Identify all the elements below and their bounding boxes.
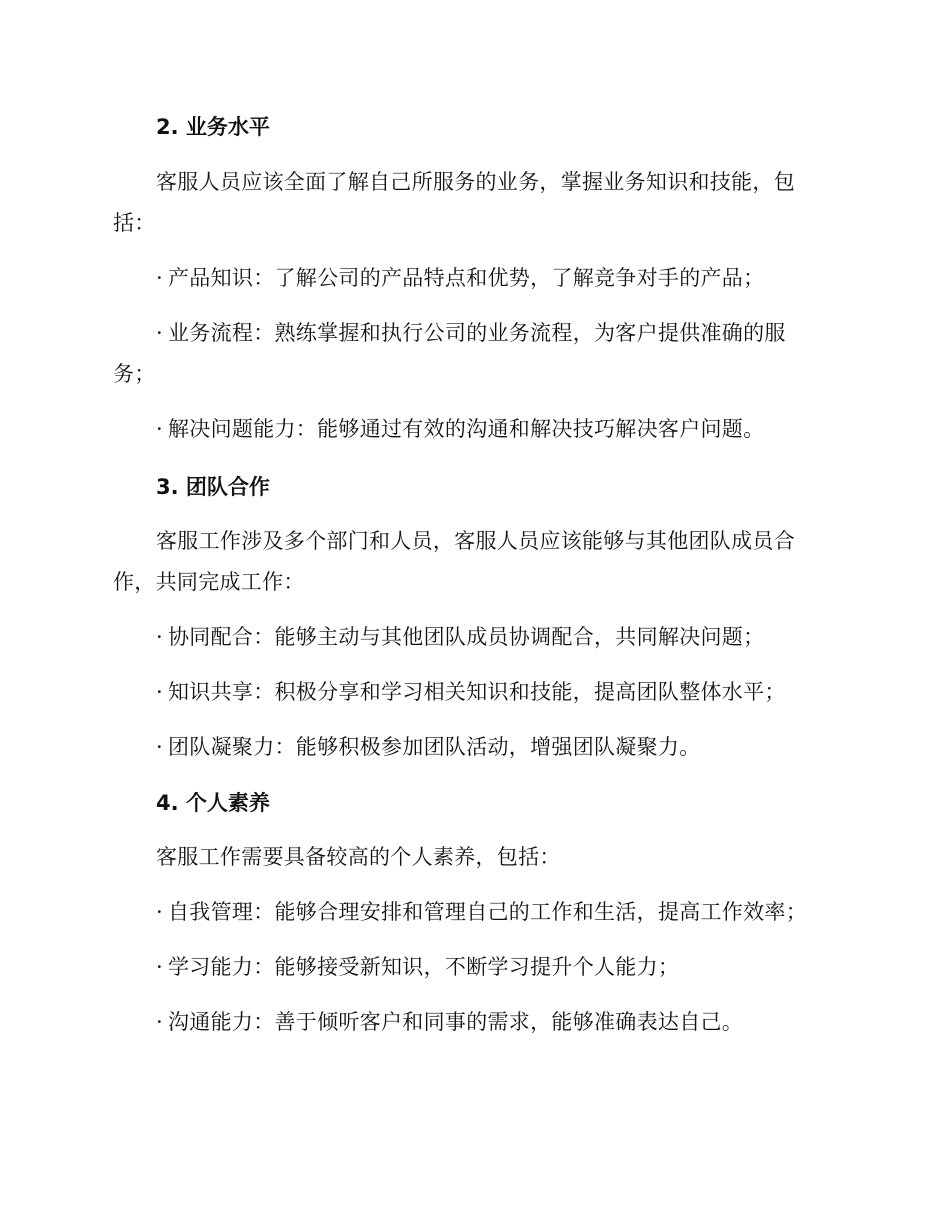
section-intro: 客服工作需要具备较高的个人素养，包括： [156,845,561,869]
list-item [113,727,813,768]
list-item [113,947,813,988]
list-item [113,409,813,450]
list-item [113,313,813,395]
bullet-icon: · [156,680,163,704]
list-item-text: 善于倾听客户和同事的需求，能够准确表达自己。 [274,1010,744,1034]
list-item-label: 学习能力： [168,955,275,979]
list-item-text: 能够接受新知识，不断学习提升个人能力； [274,955,680,979]
bullet-icon: · [156,900,163,924]
list-item [113,617,813,658]
section-intro: 客服工作涉及多个部门和人员，客服人员应该能够与其他团队成员合作，共同完成工作： [113,529,795,594]
section-intro: 客服人员应该全面了解自己所服务的业务，掌握业务知识和技能，包括： [113,170,795,235]
bullet-icon: · [156,266,163,290]
list-item [113,1002,813,1043]
list-item-text: 能够通过有效的沟通和解决技巧解决客户问题。 [317,417,765,441]
section-heading: 3. 团队合作 [156,475,270,499]
list-item [113,892,813,933]
bullet-icon: · [156,321,163,345]
list-item-text: 了解公司的产品特点和优势，了解竞争对手的产品； [274,266,765,290]
list-item-label: 协同配合： [168,625,275,649]
list-item-text: 能够积极参加团队活动，增强团队凝聚力。 [295,735,701,759]
list-item [113,672,813,713]
list-item-label: 沟通能力： [168,1010,275,1034]
bullet-icon: · [156,955,163,979]
bullet-icon: · [156,625,163,649]
list-item-label: 团队凝聚力： [168,735,296,759]
list-item-text: 能够主动与其他团队成员协调配合，共同解决问题； [274,625,765,649]
list-item-text: 熟练掌握和执行公司的业务流程，为客户提供准确的服务； [113,321,786,386]
list-item-label: 业务流程： [168,321,275,345]
list-item-label: 自我管理： [168,900,275,924]
list-item-text: 能够合理安排和管理自己的工作和生活，提高工作效率； [274,900,807,924]
bullet-icon: · [156,1010,163,1034]
list-item-label: 知识共享： [168,680,275,704]
section-heading: 2. 业务水平 [156,115,270,139]
bullet-icon: · [156,417,163,441]
list-item-text: 积极分享和学习相关知识和技能，提高团队整体水平； [274,680,786,704]
list-item-label: 产品知识： [168,266,275,290]
list-item-label: 解决问题能力： [168,417,318,441]
section-heading: 4. 个人素养 [156,791,270,815]
list-item [113,258,813,299]
bullet-icon: · [156,735,163,759]
